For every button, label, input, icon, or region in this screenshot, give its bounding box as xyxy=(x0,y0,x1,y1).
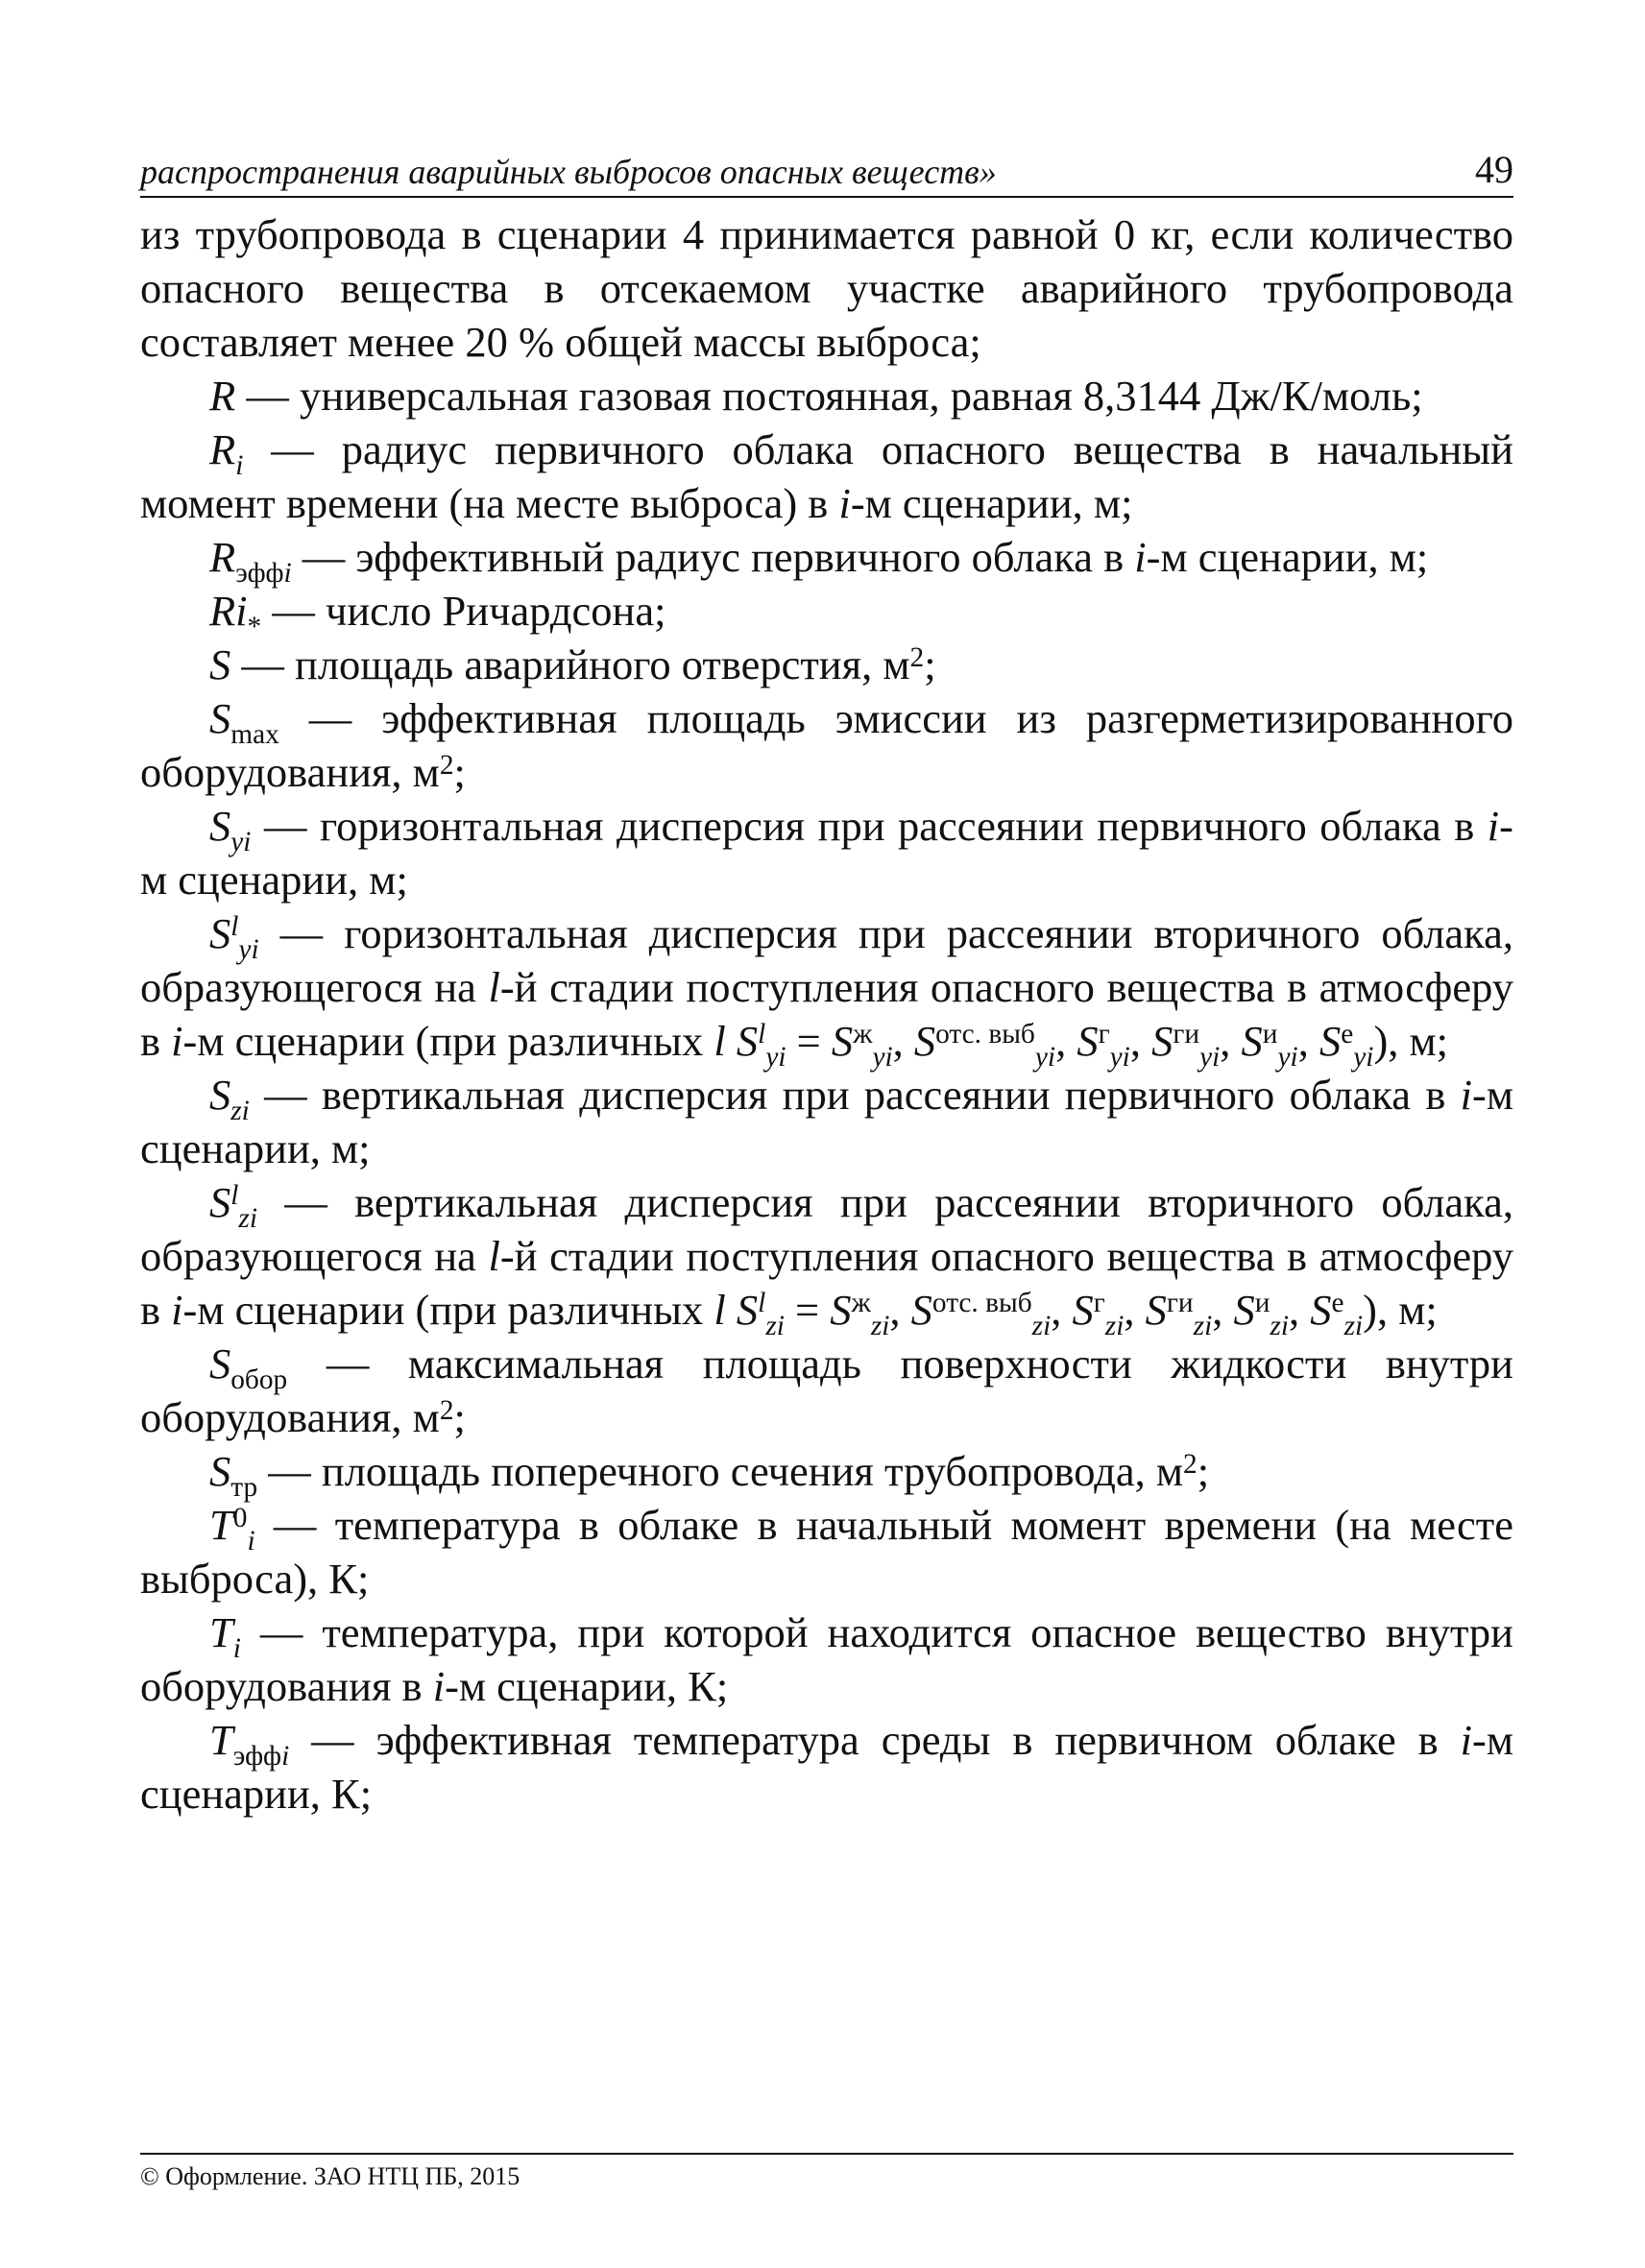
symbol-Slzi: S xyxy=(209,1178,231,1226)
def-text: ; xyxy=(453,748,466,796)
formula-symbol: S xyxy=(1151,1017,1173,1065)
def-text: -м сценарии, м; xyxy=(1146,533,1429,581)
formula-separator: , xyxy=(1124,1286,1146,1334)
def-text: -й стадии поступления опасного вещества в атмосферу в xyxy=(140,1232,1513,1334)
formula-subscript: zi xyxy=(1104,1311,1125,1342)
def-italic: i xyxy=(1487,802,1500,850)
def-text: — эффективный радиус первичного облака в xyxy=(291,533,1135,581)
formula-separator: , xyxy=(892,1017,914,1065)
symbol-subscript: max xyxy=(230,719,279,751)
formula-superscript: ж xyxy=(851,1287,871,1318)
formula-subscript: yi xyxy=(1034,1042,1056,1074)
formula-subscript: yi xyxy=(1109,1042,1130,1074)
def-text: -м сценарии, К; xyxy=(445,1662,729,1710)
symbol-subscript: i xyxy=(232,1633,241,1665)
symbol-subscript: * xyxy=(247,612,262,643)
symbol-Smax: S xyxy=(209,694,231,742)
running-head xyxy=(140,144,1513,198)
symbol-subscript: yi xyxy=(230,827,252,858)
def-Teff xyxy=(140,1713,1513,1821)
formula-equals: = xyxy=(784,1286,831,1334)
formula-superscript: отс. выб xyxy=(935,1018,1035,1050)
subscript-italic: i xyxy=(281,1741,290,1773)
def-italic: i xyxy=(171,1286,183,1334)
formula-symbol: S xyxy=(910,1286,932,1334)
def-text: ; xyxy=(453,1393,466,1441)
symbol-Slyi: S xyxy=(209,909,231,957)
def-italic: l xyxy=(714,1017,726,1065)
def-text: ; xyxy=(1197,1447,1210,1495)
formula-subscript: zi xyxy=(1343,1311,1364,1342)
formula-superscript: ги xyxy=(1166,1287,1194,1318)
formula-superscript: ги xyxy=(1173,1018,1200,1050)
running-head-title: распространения аварийных выбросов опасных веществ» xyxy=(140,153,997,191)
def-Slzi xyxy=(140,1175,1513,1342)
subscript-text: эфф xyxy=(232,1741,282,1773)
def-text: — вертикальная дисперсия при рассеянии вторичного облака, образующегося на xyxy=(140,1178,1513,1280)
symbol-subscript: тр xyxy=(230,1472,258,1504)
def-italic: i xyxy=(1460,1071,1473,1119)
formula-symbol: S xyxy=(736,1017,759,1065)
formula-symbol: S xyxy=(1233,1286,1255,1334)
formula-symbol: S xyxy=(1077,1017,1099,1065)
def-S xyxy=(140,638,1513,691)
formula-superscript: и xyxy=(1262,1018,1278,1050)
subscript-italic: i xyxy=(283,558,292,590)
formula-symbol: S xyxy=(1318,1017,1342,1065)
formula-superscript: г xyxy=(1093,1287,1105,1318)
formula-subscript: yi xyxy=(1353,1042,1374,1074)
symbol-Ri: R xyxy=(209,425,236,473)
formula-symbol: S xyxy=(913,1017,936,1065)
def-Str xyxy=(140,1444,1513,1504)
def-text: — вертикальная дисперсия при рассеянии первичного облака в xyxy=(249,1071,1461,1119)
def-text: ; xyxy=(924,640,936,688)
formula-separator: , xyxy=(1220,1017,1242,1065)
symbol-S: S xyxy=(209,640,231,688)
def-text: -м сценарии, К; xyxy=(140,1716,1513,1818)
def-text: — максимальная площадь поверхности жидкости внутри оборудования, м xyxy=(140,1339,1513,1441)
symbol-subscript: yi xyxy=(238,934,259,966)
symbol-subscript: i xyxy=(235,450,244,482)
def-text: — эффективная температура среды в первичном облаке в xyxy=(289,1716,1461,1764)
formula-superscript: отс. выб xyxy=(931,1287,1032,1318)
formula-separator: , xyxy=(1051,1286,1073,1334)
formula-superscript: е xyxy=(1341,1018,1354,1050)
page xyxy=(140,144,1513,1821)
formula-subscript: zi xyxy=(765,1311,785,1342)
symbol-Teff: T xyxy=(209,1716,233,1764)
def-Richardson xyxy=(140,584,1513,643)
symbol-Ti: T xyxy=(209,1608,233,1656)
footer-copyright: © Оформление. ЗАО НТЦ ПБ, 2015 xyxy=(140,2153,1513,2191)
symbol-subscript: zi xyxy=(230,1096,250,1127)
superscript: 2 xyxy=(439,1394,454,1426)
symbol-Szi: S xyxy=(209,1071,231,1119)
def-text: — площадь поперечного сечения трубопровода, м xyxy=(257,1447,1184,1495)
formula-subscript: yi xyxy=(765,1042,786,1074)
symbol-subscript xyxy=(233,1741,289,1772)
def-text: -м сценарии, м; xyxy=(850,479,1133,527)
formula-separator: , xyxy=(1212,1286,1234,1334)
formula-subscript: zi xyxy=(870,1311,890,1342)
formula-symbol: S xyxy=(736,1286,759,1334)
def-text: — горизонтальная дисперсия при рассеянии первичного облака в xyxy=(251,802,1488,850)
def-text: — горизонтальная дисперсия при рассеянии вторичного облака, образующегося на xyxy=(140,909,1513,1011)
formula-symbol: S xyxy=(831,1017,854,1065)
subscript-text: эфф xyxy=(235,558,284,590)
formula-superscript: г xyxy=(1098,1018,1110,1050)
formula-subscript: yi xyxy=(872,1042,893,1074)
symbol-Sobor: S xyxy=(209,1339,231,1387)
def-italic: i xyxy=(1134,533,1147,581)
formula-equals: = xyxy=(786,1017,832,1065)
def-Ti xyxy=(140,1605,1513,1713)
formula-subscript: zi xyxy=(1270,1311,1290,1342)
symbol-R: R xyxy=(209,372,236,420)
def-italic: i xyxy=(838,479,851,527)
def-Syi xyxy=(140,799,1513,906)
superscript: l xyxy=(230,910,239,942)
symbol-subscript: обор xyxy=(230,1364,288,1396)
def-text: — температура в облаке в начальный момент времени (на месте выброса), К; xyxy=(140,1501,1513,1603)
formula-symbol: S xyxy=(830,1286,852,1334)
def-text: -м сценарии (при различных xyxy=(182,1286,714,1334)
formula-symbol: S xyxy=(1072,1286,1094,1334)
formula-symbol: S xyxy=(1145,1286,1167,1334)
formula-superscript: е xyxy=(1331,1287,1344,1318)
formula-separator: , xyxy=(1289,1286,1311,1334)
def-R xyxy=(140,369,1513,422)
def-italic: i xyxy=(171,1017,183,1065)
body-text xyxy=(140,207,1513,1821)
formula-separator: , xyxy=(889,1286,911,1334)
superscript: l xyxy=(230,1179,239,1211)
def-text: ), м; xyxy=(1373,1017,1449,1065)
def-text: ), м; xyxy=(1363,1286,1438,1334)
def-text: — радиус первичного облака опасного вещества в начальный момент времени (на месте выброса) в xyxy=(140,425,1513,527)
symbol-Reff: R xyxy=(209,533,236,581)
def-italic: l xyxy=(488,963,500,1011)
def-text: -м сценарии, м; xyxy=(140,802,1513,904)
superscript: 0 xyxy=(232,1502,248,1533)
superscript: 2 xyxy=(439,749,454,781)
symbol-Ri-star: Ri xyxy=(209,587,248,635)
def-text: -й стадии поступления опасного вещества в атмосферу в xyxy=(140,963,1513,1065)
symbol-subscript xyxy=(235,558,291,589)
formula-subscript: zi xyxy=(1031,1311,1052,1342)
def-text: — эффективная площадь эмиссии из разгерметизированного оборудования, м xyxy=(140,694,1513,796)
superscript: 2 xyxy=(909,641,925,673)
def-italic: l xyxy=(714,1286,726,1334)
def-Reff xyxy=(140,530,1513,590)
page-number: 49 xyxy=(1475,148,1513,191)
def-Ri xyxy=(140,422,1513,530)
formula-separator: , xyxy=(1055,1017,1077,1065)
def-italic: i xyxy=(1460,1716,1473,1764)
formula-superscript: и xyxy=(1254,1287,1270,1318)
formula-separator: , xyxy=(1297,1017,1319,1065)
def-text: -м сценарии (при различных xyxy=(182,1017,714,1065)
def-text: — универсальная газовая постоянная, равная 8,3144 Дж/К/моль; xyxy=(235,372,1423,420)
def-text: — температура, при которой находится опасное вещество внутри оборудования в xyxy=(140,1608,1513,1710)
def-text: — число Ричардсона; xyxy=(261,587,666,635)
def-Smax xyxy=(140,691,1513,799)
def-text: -м сценарии, м; xyxy=(140,1071,1513,1172)
formula-separator: , xyxy=(1129,1017,1152,1065)
superscript: 2 xyxy=(1183,1448,1197,1480)
intro-paragraph: из трубопровода в сценарии 4 принимается равной 0 кг, если количество опасного вещества в отсекаемом участке аварийного трубопровода составляет менее 20 % общей массы выброса; xyxy=(140,210,1513,366)
def-Sobor xyxy=(140,1337,1513,1444)
def-italic: i xyxy=(432,1662,446,1710)
symbol-Str: S xyxy=(209,1447,231,1495)
symbol-subscript: i xyxy=(247,1526,255,1557)
formula-subscript: zi xyxy=(1193,1311,1213,1342)
formula-superscript: l xyxy=(758,1287,766,1318)
def-Slyi xyxy=(140,906,1513,1074)
def-Szi xyxy=(140,1068,1513,1175)
formula-symbol: S xyxy=(1241,1017,1263,1065)
formula-superscript: ж xyxy=(853,1018,873,1050)
def-text: — площадь аварийного отверстия, м xyxy=(230,640,910,688)
symbol-T0: T xyxy=(209,1501,233,1549)
def-T0 xyxy=(140,1498,1513,1605)
symbol-subscript: zi xyxy=(238,1203,258,1235)
formula-subscript: yi xyxy=(1199,1042,1221,1074)
formula-superscript: l xyxy=(758,1018,766,1050)
symbol-Syi: S xyxy=(209,802,231,850)
def-italic: l xyxy=(488,1232,500,1280)
formula-subscript: yi xyxy=(1277,1042,1298,1074)
formula-symbol: S xyxy=(1310,1286,1332,1334)
